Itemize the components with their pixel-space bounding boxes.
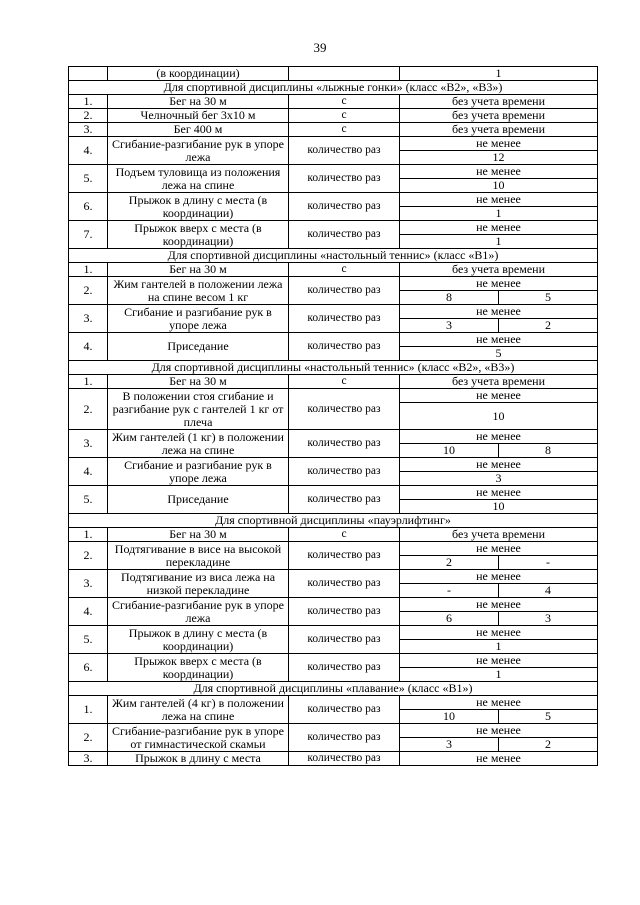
table-row — [69, 375, 598, 389]
norm-values — [400, 640, 597, 653]
exercise-name: Бег 400 м — [108, 123, 289, 137]
norm-number: 10 — [400, 710, 499, 723]
norm-value-cell — [400, 193, 598, 221]
unit-of-measure: количество раз — [289, 654, 400, 682]
exercise-name: Прыжок вверх с места (в координации) — [108, 654, 289, 682]
table-row — [69, 458, 598, 486]
norm-values — [400, 319, 597, 332]
exercise-name: Жим гантелей (4 кг) в положении лежа на спине — [108, 696, 289, 724]
section-header-row — [69, 682, 598, 696]
section-title: Для спортивной дисциплины «лыжные гонки» (класс «В2», «В3») — [69, 81, 598, 95]
exercise-name: Сгибание-разгибание рук в упоре лежа — [108, 137, 289, 165]
norm-min-label: не менее — [400, 389, 597, 403]
norm-number: 2 — [545, 318, 551, 332]
norm-min-label: не менее — [400, 137, 597, 151]
table-row — [69, 109, 598, 123]
table-row — [69, 193, 598, 221]
norm-value-cell — [400, 724, 598, 752]
row-number: 1. — [69, 95, 108, 109]
norm-values — [400, 347, 597, 360]
exercise-name: Бег на 30 м — [108, 375, 289, 389]
row-number: 1. — [69, 263, 108, 277]
exercise-name: Жим гантелей (1 кг) в положении лежа на спине — [108, 430, 289, 458]
norm-number: 1 — [495, 206, 502, 220]
table-row — [69, 654, 598, 682]
norm-number: 3 — [400, 738, 499, 751]
norm-value-cell — [400, 430, 598, 458]
exercise-name: Приседание — [108, 333, 289, 361]
norm-value-stack — [400, 333, 597, 360]
standards-table — [68, 66, 598, 766]
unit-of-measure: количество раз — [289, 724, 400, 752]
table-row — [69, 165, 598, 193]
unit-of-measure: количество раз — [289, 389, 400, 430]
norm-number: 10 — [492, 409, 505, 423]
section-title: Для спортивной дисциплины «настольный теннис» (класс «В2», «В3») — [69, 361, 598, 375]
exercise-name: Подтягивание в висе на высокой перекладине — [108, 542, 289, 570]
norm-min-label: не менее — [400, 486, 597, 500]
unit-of-measure: количество раз — [289, 165, 400, 193]
norm-values — [400, 207, 597, 220]
norm-number: 4 — [545, 583, 551, 597]
norm-values — [400, 444, 597, 457]
row-number: 4. — [69, 137, 108, 165]
row-number: 5. — [69, 486, 108, 514]
unit-of-measure: количество раз — [289, 626, 400, 654]
row-number: 7. — [69, 221, 108, 249]
norm-value: без учета времени — [400, 95, 598, 109]
row-number: 2. — [69, 109, 108, 123]
norm-min-label: не менее — [400, 570, 597, 584]
table-row — [69, 263, 598, 277]
norm-values — [400, 151, 597, 164]
norm-value: без учета времени — [400, 263, 598, 277]
norm-number: 2 — [400, 556, 499, 569]
norm-min-label: не менее — [400, 696, 597, 710]
norm-values — [400, 612, 597, 625]
norm-value-cell — [400, 458, 598, 486]
norm-min-label: не менее — [400, 430, 597, 444]
norm-value-stack — [400, 458, 597, 485]
unit-of-measure: количество раз — [289, 458, 400, 486]
norm-min-label: не менее — [400, 598, 597, 612]
exercise-name: Приседание — [108, 486, 289, 514]
section-header-row — [69, 514, 598, 528]
table-row — [69, 137, 598, 165]
row-number: 5. — [69, 165, 108, 193]
norm-value: без учета времени — [400, 109, 598, 123]
exercise-name: Подъем туловища из положения лежа на спине — [108, 165, 289, 193]
norm-number: 10 — [492, 178, 505, 192]
page-number: 39 — [313, 40, 327, 55]
norm-value-cell — [400, 333, 598, 361]
row-number: 5. — [69, 626, 108, 654]
unit-of-measure: с — [289, 123, 400, 137]
table-row — [69, 430, 598, 458]
norm-value: 1 — [400, 67, 598, 81]
table-row — [69, 333, 598, 361]
norm-number: 5 — [545, 290, 551, 304]
table-row — [69, 486, 598, 514]
exercise-name: Бег на 30 м — [108, 263, 289, 277]
norm-values — [400, 500, 597, 513]
row-number: 2. — [69, 277, 108, 305]
unit-of-measure: количество раз — [289, 752, 400, 766]
exercise-name: Сгибание-разгибание рук в упоре от гимнастической скамьи — [108, 724, 289, 752]
norm-value-cell — [400, 305, 598, 333]
row-number: 3. — [69, 305, 108, 333]
unit-of-measure: количество раз — [289, 277, 400, 305]
table-row — [69, 724, 598, 752]
norm-number: 10 — [400, 444, 499, 457]
norm-value-cell — [400, 277, 598, 305]
norm-value-stack — [400, 654, 597, 681]
unit-of-measure: количество раз — [289, 221, 400, 249]
norm-min-label: не менее — [400, 333, 597, 347]
section-title: Для спортивной дисциплины «плавание» (класс «В1») — [69, 682, 598, 696]
norm-number: - — [400, 584, 499, 597]
section-header-row — [69, 249, 598, 263]
norm-value-stack — [400, 430, 597, 457]
norm-number: 12 — [492, 150, 505, 164]
norm-value: без учета времени — [400, 123, 598, 137]
row-number: 3. — [69, 752, 108, 766]
norm-value-cell — [400, 598, 598, 626]
exercise-name: Сгибание и разгибание рук в упоре лежа — [108, 305, 289, 333]
row-number: 6. — [69, 654, 108, 682]
norm-value-cell — [400, 696, 598, 724]
section-title: Для спортивной дисциплины «настольный теннис» (класс «В1») — [69, 249, 598, 263]
norm-number: 3 — [495, 471, 502, 485]
table-row — [69, 305, 598, 333]
unit-of-measure: с — [289, 528, 400, 542]
norm-values — [400, 710, 597, 723]
table-row — [69, 123, 598, 137]
norm-value-stack — [400, 137, 597, 164]
norm-value-cell — [400, 542, 598, 570]
row-number: 1. — [69, 696, 108, 724]
exercise-name: Сгибание-разгибание рук в упоре лежа — [108, 598, 289, 626]
table-row — [69, 277, 598, 305]
unit-of-measure: количество раз — [289, 193, 400, 221]
norm-number: 10 — [492, 499, 505, 513]
norm-value-stack — [400, 542, 597, 569]
row-number: 3. — [69, 570, 108, 598]
row-number — [69, 67, 108, 81]
norm-value: не менее — [400, 752, 598, 766]
table-row — [69, 221, 598, 249]
table-row — [69, 598, 598, 626]
exercise-name: В положении стоя сгибание и разгибание рук с гантелей 1 кг от плеча — [108, 389, 289, 430]
unit-of-measure: количество раз — [289, 305, 400, 333]
row-number: 4. — [69, 598, 108, 626]
exercise-name: Прыжок в длину с места (в координации) — [108, 193, 289, 221]
norm-values — [400, 179, 597, 192]
norm-min-label: не менее — [400, 654, 597, 668]
row-number: 3. — [69, 430, 108, 458]
norm-value-cell — [400, 570, 598, 598]
norm-value-cell — [400, 486, 598, 514]
norm-value: без учета времени — [400, 528, 598, 542]
table-row — [69, 752, 598, 766]
row-number: 2. — [69, 389, 108, 430]
norm-values — [400, 403, 597, 429]
section-header-row — [69, 361, 598, 375]
row-number: 3. — [69, 123, 108, 137]
unit-of-measure: с — [289, 375, 400, 389]
norm-min-label: не менее — [400, 193, 597, 207]
norm-value-stack — [400, 193, 597, 220]
row-number: 1. — [69, 375, 108, 389]
norm-value-cell — [400, 137, 598, 165]
norm-values — [400, 291, 597, 304]
exercise-name: Жим гантелей в положении лежа на спине весом 1 кг — [108, 277, 289, 305]
norm-value-cell — [400, 626, 598, 654]
norm-number: 6 — [400, 612, 499, 625]
section-title: Для спортивной дисциплины «пауэрлифтинг» — [69, 514, 598, 528]
unit-of-measure: с — [289, 263, 400, 277]
norm-value-stack — [400, 696, 597, 723]
norm-value-cell — [400, 165, 598, 193]
norm-number: 8 — [545, 443, 551, 457]
exercise-name: Сгибание и разгибание рук в упоре лежа — [108, 458, 289, 486]
row-number: 2. — [69, 542, 108, 570]
norm-min-label: не менее — [400, 305, 597, 319]
norm-min-label: не менее — [400, 221, 597, 235]
norm-number: 2 — [545, 737, 551, 751]
norm-value: без учета времени — [400, 375, 598, 389]
unit-of-measure: количество раз — [289, 598, 400, 626]
norm-value-stack — [400, 626, 597, 653]
norm-value-stack — [400, 598, 597, 625]
norm-number: 3 — [400, 319, 499, 332]
norm-value-stack — [400, 165, 597, 192]
table-row — [69, 67, 598, 81]
table-row — [69, 389, 598, 430]
unit-of-measure: количество раз — [289, 486, 400, 514]
exercise-name: Бег на 30 м — [108, 95, 289, 109]
norm-values — [400, 584, 597, 597]
table-row — [69, 570, 598, 598]
section-header-row — [69, 81, 598, 95]
norm-value-stack — [400, 277, 597, 304]
norm-number: 8 — [400, 291, 499, 304]
row-number: 4. — [69, 333, 108, 361]
norm-number: 5 — [545, 709, 551, 723]
norm-number: 1 — [495, 234, 502, 248]
norm-value-cell — [400, 221, 598, 249]
norm-value-stack — [400, 724, 597, 751]
norm-number: 1 — [495, 667, 502, 681]
unit-of-measure: с — [289, 109, 400, 123]
unit-of-measure: количество раз — [289, 570, 400, 598]
norm-value-stack — [400, 305, 597, 332]
row-number: 6. — [69, 193, 108, 221]
norm-min-label: не менее — [400, 542, 597, 556]
norm-value-cell — [400, 389, 598, 430]
norm-values — [400, 556, 597, 569]
norm-min-label: не менее — [400, 458, 597, 472]
row-number: 4. — [69, 458, 108, 486]
norm-number: 5 — [495, 346, 502, 360]
unit-of-measure: количество раз — [289, 137, 400, 165]
norm-values — [400, 472, 597, 485]
unit-of-measure: с — [289, 95, 400, 109]
norm-number: - — [546, 555, 550, 569]
norm-number: 3 — [545, 611, 551, 625]
exercise-name: Челночный бег 3х10 м — [108, 109, 289, 123]
unit-of-measure — [289, 67, 400, 81]
row-number: 2. — [69, 724, 108, 752]
norm-value-stack — [400, 221, 597, 248]
norm-number: 1 — [495, 639, 502, 653]
exercise-name: Прыжок в длину с места — [108, 752, 289, 766]
exercise-name: (в координации) — [108, 67, 289, 81]
norm-value-cell — [400, 654, 598, 682]
unit-of-measure: количество раз — [289, 333, 400, 361]
unit-of-measure: количество раз — [289, 430, 400, 458]
exercise-name: Прыжок в длину с места (в координации) — [108, 626, 289, 654]
row-number: 1. — [69, 528, 108, 542]
exercise-name: Прыжок вверх с места (в координации) — [108, 221, 289, 249]
table-row — [69, 542, 598, 570]
norm-values — [400, 668, 597, 681]
table-row — [69, 696, 598, 724]
unit-of-measure: количество раз — [289, 696, 400, 724]
exercise-name: Бег на 30 м — [108, 528, 289, 542]
norm-value-stack — [400, 570, 597, 597]
exercise-name: Подтягивание из виса лежа на низкой перекладине — [108, 570, 289, 598]
norm-min-label: не менее — [400, 724, 597, 738]
norm-values — [400, 235, 597, 248]
table-row — [69, 528, 598, 542]
table-row — [69, 626, 598, 654]
norm-value-stack — [400, 389, 597, 429]
norm-min-label: не менее — [400, 165, 597, 179]
norm-value-stack — [400, 486, 597, 513]
norm-min-label: не менее — [400, 626, 597, 640]
norm-values — [400, 738, 597, 751]
table-row — [69, 95, 598, 109]
unit-of-measure: количество раз — [289, 542, 400, 570]
norm-min-label: не менее — [400, 277, 597, 291]
